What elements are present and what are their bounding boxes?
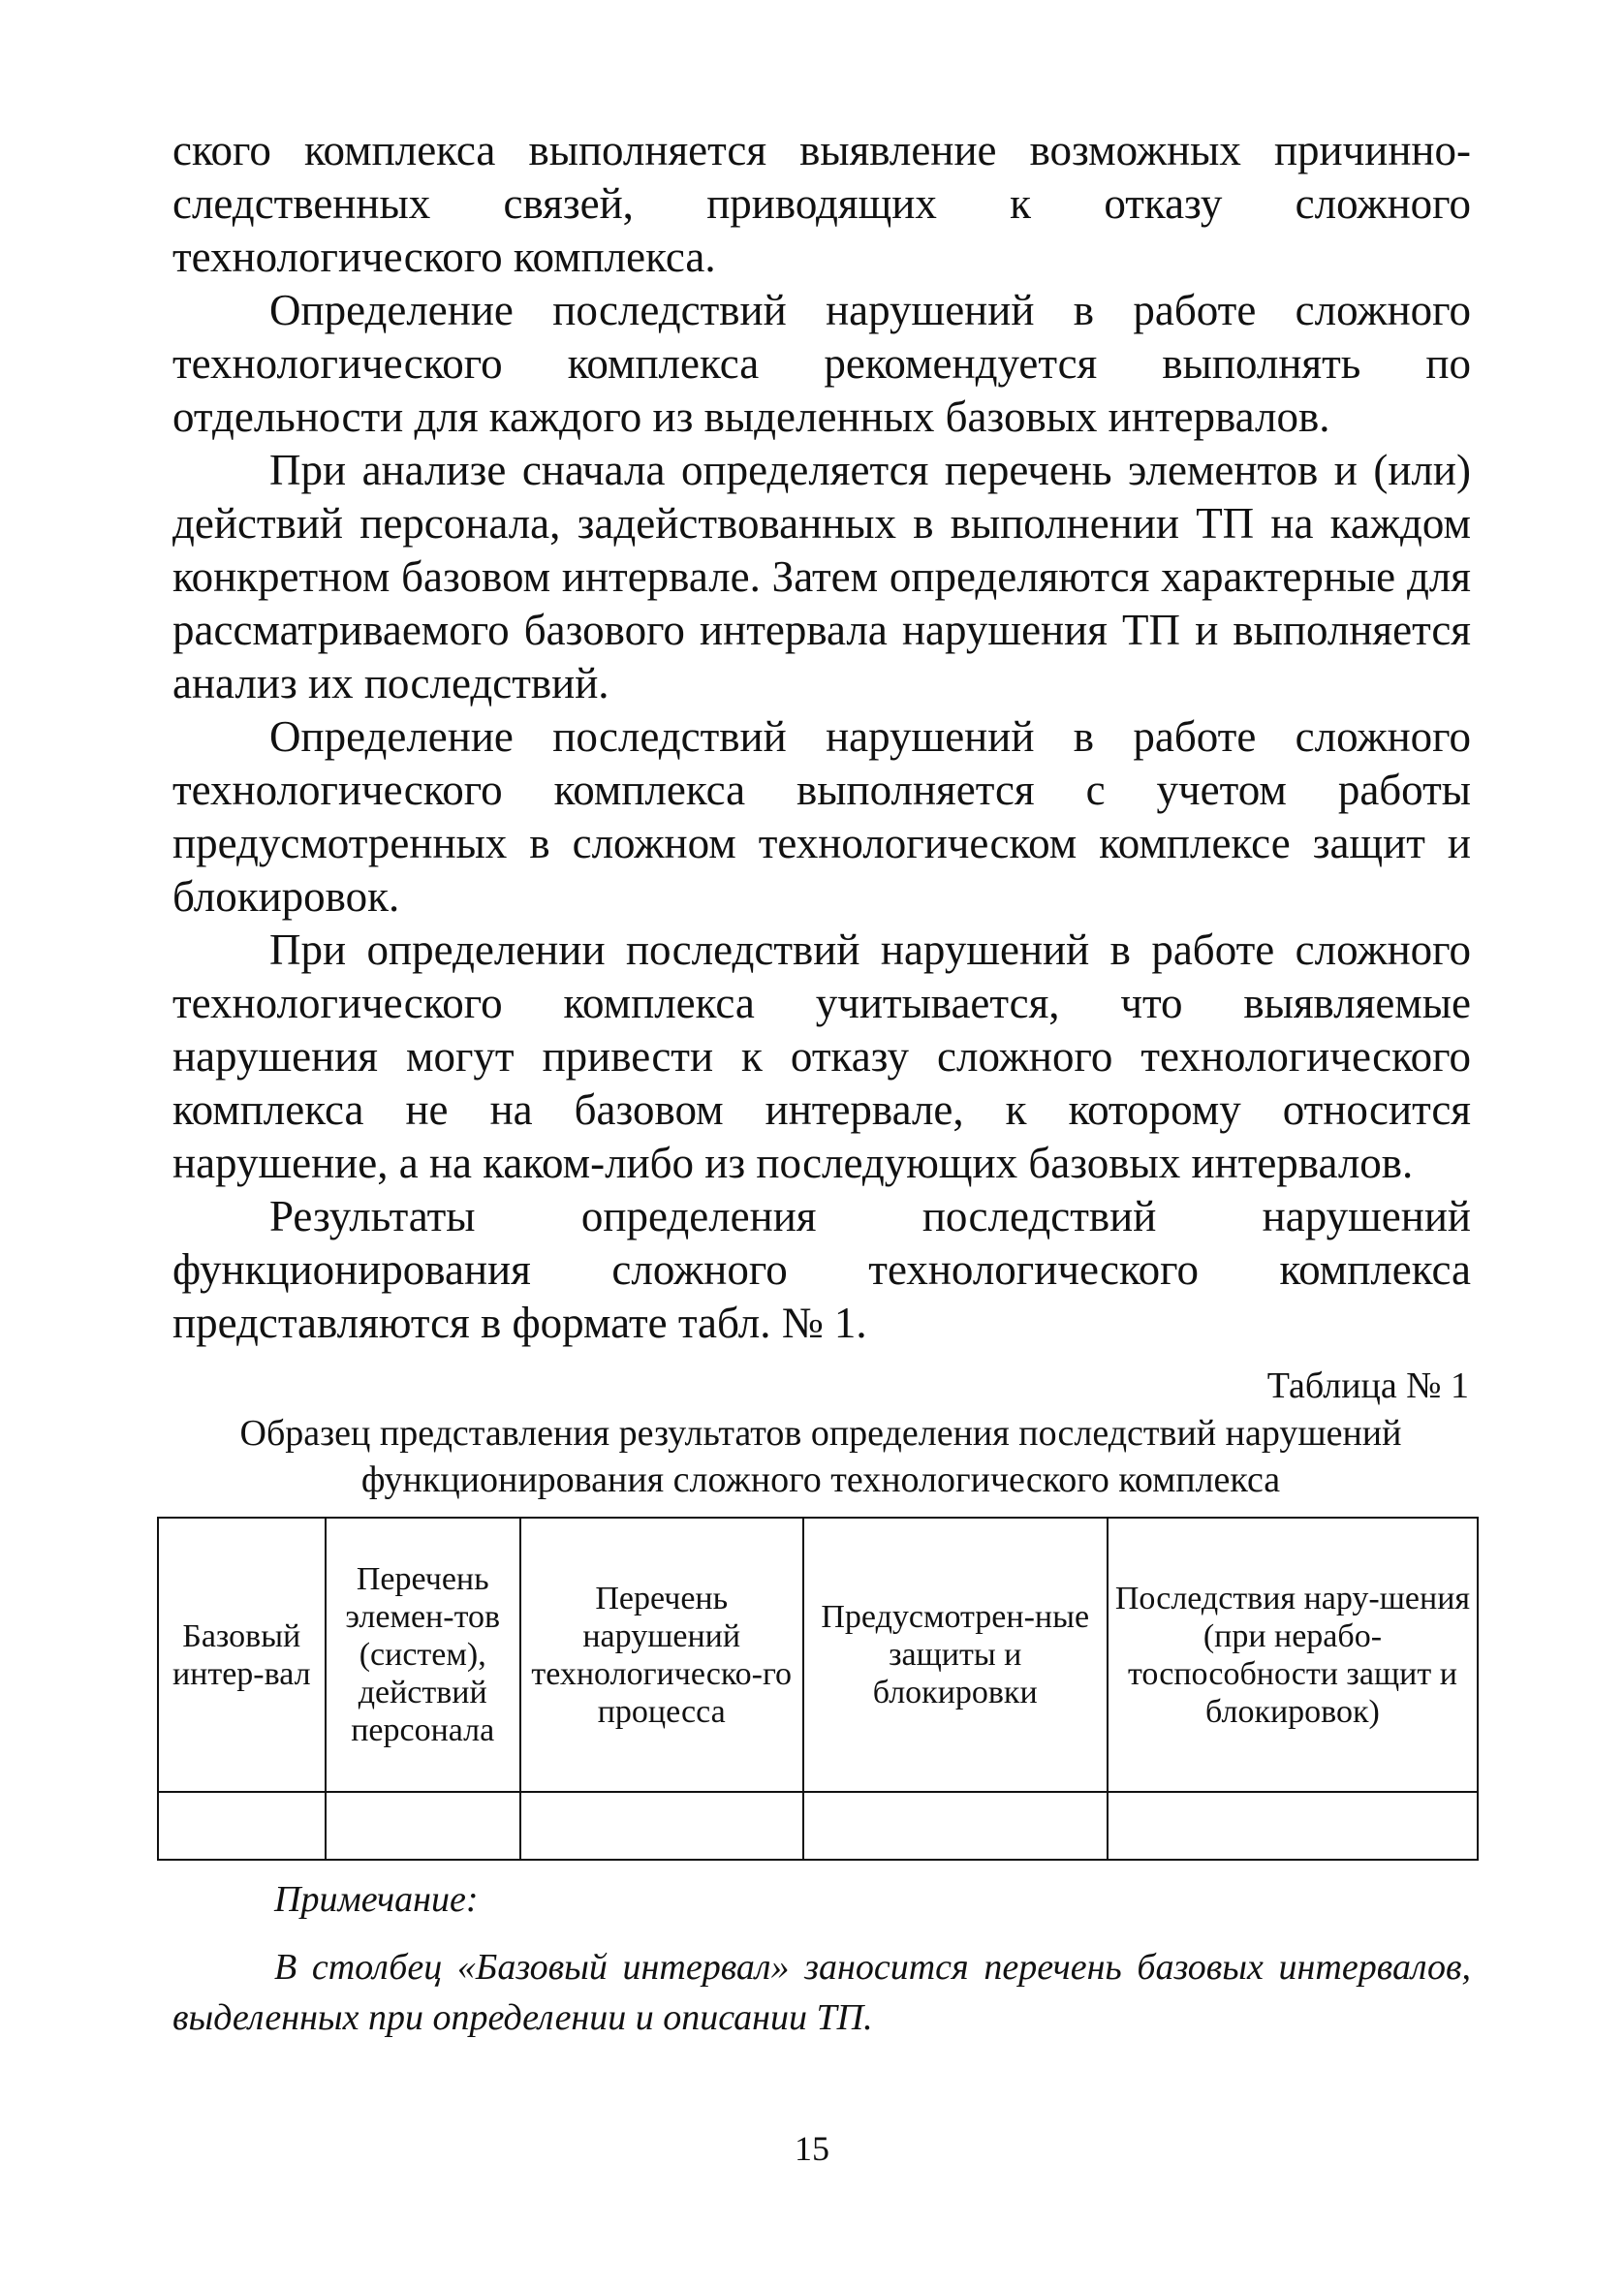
table-cell xyxy=(520,1792,803,1860)
table-cell xyxy=(158,1792,326,1860)
note-paragraph: В столбец «Базовый интервал» заносится перечень базовых интервалов, выделенных при определении и описании ТП. xyxy=(172,1947,1471,2038)
body-text xyxy=(172,124,1471,1350)
table-cell xyxy=(803,1792,1108,1860)
column-header-elements: Перечень элемен-тов (систем), действий персонала xyxy=(326,1518,520,1792)
table-caption-line-1: Образец представления результатов определения последствий нарушений xyxy=(239,1413,1402,1454)
paragraph-1: ского комплекса выполняется выявление возможных причинно-следственных связей, приводящих к отказу сложного технологического комплекса. xyxy=(172,126,1471,281)
paragraph-2: Определение последствий нарушений в работе сложного технологического комплекса рекомендуется выполнять по отдельности для каждого из выделенных базовых интервалов. xyxy=(172,286,1471,441)
note-text xyxy=(172,1942,1471,2043)
table-row xyxy=(158,1792,1478,1860)
column-header-base-interval: Базовый интер-вал xyxy=(158,1518,326,1792)
paragraph-4: Определение последствий нарушений в работе сложного технологического комплекса выполняется с учетом работы предусмотренных в сложном технологическом комплексе защит и блокировок. xyxy=(172,712,1471,921)
column-header-consequences: Последствия нару-шения (при нерабо-тоспособности защит и блокировок) xyxy=(1108,1518,1478,1792)
page-number: 15 xyxy=(795,2129,829,2168)
column-header-violations: Перечень нарушений технологическо-го процесса xyxy=(520,1518,803,1792)
results-table xyxy=(157,1517,1479,1861)
note-label: Примечание: xyxy=(274,1879,479,1920)
paragraph-5: При определении последствий нарушений в работе сложного технологического комплекса учитывается, что выявляемые нарушения могут привести к отказу сложного технологического комплекса не на базовом интервале, к которому относится нарушение, а на каком-либо из последующих базовых интервалов. xyxy=(172,925,1471,1187)
paragraph-6: Результаты определения последствий нарушений функционирования сложного технологического комплекса представляются в формате табл. № 1. xyxy=(172,1192,1471,1347)
column-header-protections: Предусмотрен-ные защиты и блокировки xyxy=(803,1518,1108,1792)
paragraph-3: При анализе сначала определяется перечень элементов и (или) действий персонала, задействованных в выполнении ТП на каждом конкретном базовом интервале. Затем определяются характерные для рассматриваемого базового интервала нарушения ТП и выполняется анализ их последствий. xyxy=(172,446,1471,707)
table-cell xyxy=(1108,1792,1478,1860)
table-header-row xyxy=(158,1518,1478,1792)
table-number: Таблица № 1 xyxy=(1266,1365,1469,1406)
table-caption xyxy=(172,1410,1469,1503)
table-cell xyxy=(326,1792,520,1860)
table-caption-line-2: функционирования сложного технологического комплекса xyxy=(360,1459,1281,1500)
